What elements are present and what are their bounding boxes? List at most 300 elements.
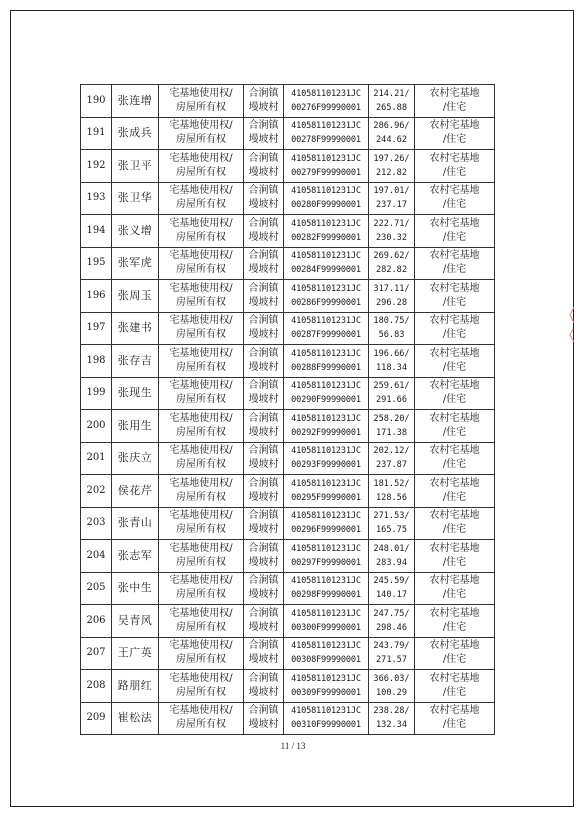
area: 214.21/ 265.88 xyxy=(373,88,410,113)
owner-name: 王广英 xyxy=(117,646,153,660)
table-row xyxy=(81,410,495,443)
unit-code-cell xyxy=(284,247,369,280)
land-use: 农村宅基地 /住宅 xyxy=(429,185,480,211)
unit-code-cell xyxy=(284,605,369,638)
location: 合涧镇 墁坡村 xyxy=(248,185,279,211)
area-cell xyxy=(369,572,415,605)
table-row xyxy=(81,442,495,475)
right-type: 宅基地使用权/ 房屋所有权 xyxy=(169,510,233,536)
area: 258.20/ 171.38 xyxy=(373,413,410,438)
location: 合涧镇 墁坡村 xyxy=(248,445,279,471)
unit-code: 410581101231JC 00292F99990001 xyxy=(291,413,361,438)
land-use: 农村宅基地 /住宅 xyxy=(429,120,480,146)
table-row xyxy=(81,215,495,248)
land-use-cell xyxy=(415,182,495,215)
owner-name-cell xyxy=(112,215,159,248)
table-row xyxy=(81,150,495,183)
row-number-cell xyxy=(81,85,112,118)
location-cell xyxy=(244,247,284,280)
row-number-cell xyxy=(81,410,112,443)
unit-code: 410581101231JC 00290F99990001 xyxy=(291,381,361,406)
row-number: 197 xyxy=(86,322,106,334)
unit-code-cell xyxy=(284,85,369,118)
table-row xyxy=(81,507,495,540)
location: 合涧镇 墁坡村 xyxy=(248,217,279,243)
row-number-cell xyxy=(81,312,112,345)
land-use: 农村宅基地 /住宅 xyxy=(429,282,480,308)
location-cell xyxy=(244,475,284,508)
land-use-cell xyxy=(415,605,495,638)
right-type-cell xyxy=(159,182,244,215)
land-use: 农村宅基地 /住宅 xyxy=(429,672,480,698)
location: 合涧镇 墁坡村 xyxy=(248,347,279,373)
right-type: 宅基地使用权/ 房屋所有权 xyxy=(169,250,233,276)
location-cell xyxy=(244,117,284,150)
land-use: 农村宅基地 /住宅 xyxy=(429,640,480,666)
area: 243.79/ 271.57 xyxy=(373,641,410,666)
area: 286.96/ 244.62 xyxy=(373,121,410,146)
right-type: 宅基地使用权/ 房屋所有权 xyxy=(169,445,233,471)
right-type-cell xyxy=(159,702,244,735)
location-cell xyxy=(244,670,284,703)
row-number: 199 xyxy=(86,387,106,399)
owner-name-cell xyxy=(112,280,159,313)
owner-name-cell xyxy=(112,637,159,670)
area-cell xyxy=(369,507,415,540)
location-cell xyxy=(244,507,284,540)
row-number: 206 xyxy=(86,614,106,626)
owner-name-cell xyxy=(112,247,159,280)
right-type-cell xyxy=(159,247,244,280)
owner-name: 张成兵 xyxy=(117,126,153,140)
area-cell xyxy=(369,150,415,183)
row-number-cell xyxy=(81,637,112,670)
area: 317.11/ 296.28 xyxy=(373,283,410,308)
row-number-cell xyxy=(81,345,112,378)
area-cell xyxy=(369,280,415,313)
owner-name: 张连增 xyxy=(117,93,153,107)
owner-name-cell xyxy=(112,182,159,215)
row-number-cell xyxy=(81,247,112,280)
table-row xyxy=(81,247,495,280)
location: 合涧镇 墁坡村 xyxy=(248,152,279,178)
location: 合涧镇 墁坡村 xyxy=(248,607,279,633)
land-use: 农村宅基地 /住宅 xyxy=(429,542,480,568)
right-type: 宅基地使用权/ 房屋所有权 xyxy=(169,347,233,373)
location-cell xyxy=(244,345,284,378)
location-cell xyxy=(244,442,284,475)
location: 合涧镇 墁坡村 xyxy=(248,510,279,536)
area-cell xyxy=(369,540,415,573)
area: 247.75/ 298.46 xyxy=(373,608,410,633)
right-type-cell xyxy=(159,442,244,475)
land-use: 农村宅基地 /住宅 xyxy=(429,445,480,471)
owner-name: 张现生 xyxy=(117,386,153,400)
right-type-cell xyxy=(159,215,244,248)
location: 合涧镇 墁坡村 xyxy=(248,250,279,276)
owner-name: 张存吉 xyxy=(117,353,153,367)
right-type: 宅基地使用权/ 房屋所有权 xyxy=(169,542,233,568)
table-row xyxy=(81,605,495,638)
location: 合涧镇 墁坡村 xyxy=(248,120,279,146)
owner-name-cell xyxy=(112,540,159,573)
area: 248.01/ 283.94 xyxy=(373,543,410,568)
land-use-cell xyxy=(415,475,495,508)
right-type: 宅基地使用权/ 房屋所有权 xyxy=(169,607,233,633)
right-type: 宅基地使用权/ 房屋所有权 xyxy=(169,380,233,406)
location: 合涧镇 墁坡村 xyxy=(248,705,279,731)
row-number-cell xyxy=(81,540,112,573)
location-cell xyxy=(244,410,284,443)
table-row xyxy=(81,475,495,508)
unit-code: 410581101231JC 00280F99990001 xyxy=(291,186,361,211)
row-number: 203 xyxy=(86,517,106,529)
page-number: 11 / 13 xyxy=(280,741,306,751)
location: 合涧镇 墁坡村 xyxy=(248,315,279,341)
row-number: 192 xyxy=(86,159,106,171)
row-number-cell xyxy=(81,670,112,703)
unit-code: 410581101231JC 00296F99990001 xyxy=(291,511,361,536)
row-number: 195 xyxy=(86,257,106,269)
location-cell xyxy=(244,312,284,345)
right-type: 宅基地使用权/ 房屋所有权 xyxy=(169,640,233,666)
row-number-cell xyxy=(81,605,112,638)
owner-name: 张建书 xyxy=(117,321,153,335)
right-type: 宅基地使用权/ 房屋所有权 xyxy=(169,477,233,503)
area: 197.01/ 237.17 xyxy=(373,186,410,211)
land-use-cell xyxy=(415,117,495,150)
unit-code: 410581101231JC 00284F99990001 xyxy=(291,251,361,276)
owner-name: 张庆立 xyxy=(117,451,153,465)
owner-name: 张志军 xyxy=(117,548,153,562)
land-use: 农村宅基地 /住宅 xyxy=(429,87,480,113)
unit-code: 410581101231JC 00298F99990001 xyxy=(291,576,361,601)
owner-name: 崔松法 xyxy=(117,711,153,725)
unit-code-cell xyxy=(284,117,369,150)
land-use-cell xyxy=(415,572,495,605)
unit-code: 410581101231JC 00286F99990001 xyxy=(291,283,361,308)
location: 合涧镇 墁坡村 xyxy=(248,380,279,406)
land-use-cell xyxy=(415,345,495,378)
row-number-cell xyxy=(81,702,112,735)
table-row xyxy=(81,377,495,410)
land-use-cell xyxy=(415,442,495,475)
unit-code-cell xyxy=(284,637,369,670)
location-cell xyxy=(244,215,284,248)
land-use: 农村宅基地 /住宅 xyxy=(429,705,480,731)
owner-name: 路朋红 xyxy=(117,678,153,692)
area: 238.28/ 132.34 xyxy=(373,706,410,731)
unit-code-cell xyxy=(284,442,369,475)
unit-code: 410581101231JC 00288F99990001 xyxy=(291,348,361,373)
owner-name-cell xyxy=(112,475,159,508)
unit-code-cell xyxy=(284,280,369,313)
location-cell xyxy=(244,150,284,183)
right-type: 宅基地使用权/ 房屋所有权 xyxy=(169,315,233,341)
location-cell xyxy=(244,280,284,313)
owner-name-cell xyxy=(112,345,159,378)
registry-table xyxy=(80,84,495,735)
unit-code-cell xyxy=(284,572,369,605)
right-type: 宅基地使用权/ 房屋所有权 xyxy=(169,705,233,731)
land-use: 农村宅基地 /住宅 xyxy=(429,412,480,438)
area-cell xyxy=(369,377,415,410)
right-type-cell xyxy=(159,280,244,313)
location-cell xyxy=(244,605,284,638)
location: 合涧镇 墁坡村 xyxy=(248,575,279,601)
owner-name-cell xyxy=(112,670,159,703)
right-type-cell xyxy=(159,312,244,345)
right-type-cell xyxy=(159,637,244,670)
right-type: 宅基地使用权/ 房屋所有权 xyxy=(169,217,233,243)
row-number-cell xyxy=(81,572,112,605)
table-row xyxy=(81,540,495,573)
land-use-cell xyxy=(415,670,495,703)
right-type-cell xyxy=(159,605,244,638)
owner-name: 侯花芹 xyxy=(117,483,153,497)
right-type: 宅基地使用权/ 房屋所有权 xyxy=(169,575,233,601)
area-cell xyxy=(369,442,415,475)
right-type-cell xyxy=(159,572,244,605)
row-number-cell xyxy=(81,280,112,313)
unit-code-cell xyxy=(284,312,369,345)
land-use-cell xyxy=(415,377,495,410)
unit-code: 410581101231JC 00278F99990001 xyxy=(291,121,361,146)
land-use: 农村宅基地 /住宅 xyxy=(429,347,480,373)
area-cell xyxy=(369,475,415,508)
owner-name-cell xyxy=(112,572,159,605)
unit-code-cell xyxy=(284,410,369,443)
land-use: 农村宅基地 /住宅 xyxy=(429,575,480,601)
owner-name-cell xyxy=(112,442,159,475)
unit-code-cell xyxy=(284,670,369,703)
area: 222.71/ 230.32 xyxy=(373,218,410,243)
owner-name-cell xyxy=(112,150,159,183)
location: 合涧镇 墁坡村 xyxy=(248,87,279,113)
land-use-cell xyxy=(415,410,495,443)
land-use-cell xyxy=(415,507,495,540)
row-number: 198 xyxy=(86,354,106,366)
area: 196.66/ 118.34 xyxy=(373,348,410,373)
land-use-cell xyxy=(415,247,495,280)
right-type-cell xyxy=(159,670,244,703)
location-cell xyxy=(244,702,284,735)
land-use: 农村宅基地 /住宅 xyxy=(429,510,480,536)
unit-code: 410581101231JC 00300F99990001 xyxy=(291,608,361,633)
area: 271.53/ 165.75 xyxy=(373,511,410,536)
owner-name-cell xyxy=(112,605,159,638)
owner-name-cell xyxy=(112,312,159,345)
owner-name: 张卫华 xyxy=(117,191,153,205)
row-number: 201 xyxy=(86,452,106,464)
location-cell xyxy=(244,572,284,605)
row-number: 194 xyxy=(86,224,106,236)
unit-code: 410581101231JC 00276F99990001 xyxy=(291,88,361,113)
area-cell xyxy=(369,117,415,150)
row-number: 202 xyxy=(86,484,106,496)
unit-code: 410581101231JC 00279F99990001 xyxy=(291,153,361,178)
registry-table-body xyxy=(81,85,495,735)
row-number: 190 xyxy=(86,94,106,106)
row-number: 196 xyxy=(86,289,106,301)
right-type: 宅基地使用权/ 房屋所有权 xyxy=(169,87,233,113)
area: 245.59/ 140.17 xyxy=(373,576,410,601)
row-number: 200 xyxy=(86,419,106,431)
right-type: 宅基地使用权/ 房屋所有权 xyxy=(169,152,233,178)
owner-name: 张用生 xyxy=(117,418,153,432)
area-cell xyxy=(369,410,415,443)
area: 259.61/ 291.66 xyxy=(373,381,410,406)
unit-code: 410581101231JC 00295F99990001 xyxy=(291,478,361,503)
row-number-cell xyxy=(81,150,112,183)
land-use-cell xyxy=(415,150,495,183)
land-use: 农村宅基地 /住宅 xyxy=(429,607,480,633)
row-number-cell xyxy=(81,182,112,215)
table-row xyxy=(81,280,495,313)
area-cell xyxy=(369,182,415,215)
land-use: 农村宅基地 /住宅 xyxy=(429,152,480,178)
area: 197.26/ 212.82 xyxy=(373,153,410,178)
table-row xyxy=(81,345,495,378)
land-use-cell xyxy=(415,280,495,313)
owner-name-cell xyxy=(112,410,159,443)
area: 269.62/ 282.82 xyxy=(373,251,410,276)
land-use: 农村宅基地 /住宅 xyxy=(429,380,480,406)
area: 366.03/ 100.29 xyxy=(373,673,410,698)
owner-name-cell xyxy=(112,702,159,735)
area: 181.52/ 128.56 xyxy=(373,478,410,503)
table-row xyxy=(81,312,495,345)
right-type-cell xyxy=(159,377,244,410)
owner-name: 张卫平 xyxy=(117,158,153,172)
scan-mark-icon xyxy=(568,305,576,345)
row-number-cell xyxy=(81,442,112,475)
location-cell xyxy=(244,377,284,410)
right-type-cell xyxy=(159,345,244,378)
owner-name-cell xyxy=(112,85,159,118)
land-use: 农村宅基地 /住宅 xyxy=(429,477,480,503)
right-type: 宅基地使用权/ 房屋所有权 xyxy=(169,282,233,308)
land-use-cell xyxy=(415,540,495,573)
table-row xyxy=(81,637,495,670)
row-number: 205 xyxy=(86,582,106,594)
location-cell xyxy=(244,85,284,118)
location: 合涧镇 墁坡村 xyxy=(248,542,279,568)
unit-code: 410581101231JC 00310F99990001 xyxy=(291,706,361,731)
unit-code: 410581101231JC 00297F99990001 xyxy=(291,543,361,568)
unit-code-cell xyxy=(284,475,369,508)
unit-code-cell xyxy=(284,540,369,573)
unit-code: 410581101231JC 00293F99990001 xyxy=(291,446,361,471)
location: 合涧镇 墁坡村 xyxy=(248,477,279,503)
unit-code-cell xyxy=(284,182,369,215)
row-number: 208 xyxy=(86,679,106,691)
table-row xyxy=(81,670,495,703)
right-type-cell xyxy=(159,475,244,508)
table-row xyxy=(81,572,495,605)
owner-name: 张军虎 xyxy=(117,256,153,270)
right-type: 宅基地使用权/ 房屋所有权 xyxy=(169,412,233,438)
owner-name: 张周玉 xyxy=(117,288,153,302)
right-type-cell xyxy=(159,85,244,118)
right-type-cell xyxy=(159,117,244,150)
unit-code-cell xyxy=(284,150,369,183)
owner-name-cell xyxy=(112,507,159,540)
land-use: 农村宅基地 /住宅 xyxy=(429,217,480,243)
unit-code-cell xyxy=(284,377,369,410)
area-cell xyxy=(369,670,415,703)
area: 202.12/ 237.87 xyxy=(373,446,410,471)
owner-name-cell xyxy=(112,377,159,410)
row-number: 191 xyxy=(86,127,106,139)
land-use-cell xyxy=(415,702,495,735)
row-number: 193 xyxy=(86,192,106,204)
location-cell xyxy=(244,637,284,670)
row-number-cell xyxy=(81,507,112,540)
unit-code-cell xyxy=(284,345,369,378)
right-type-cell xyxy=(159,150,244,183)
right-type: 宅基地使用权/ 房屋所有权 xyxy=(169,672,233,698)
unit-code: 410581101231JC 00287F99990001 xyxy=(291,316,361,341)
table-row xyxy=(81,182,495,215)
area: 180.75/ 56.83 xyxy=(373,316,410,341)
right-type-cell xyxy=(159,410,244,443)
row-number-cell xyxy=(81,215,112,248)
location: 合涧镇 墁坡村 xyxy=(248,282,279,308)
area-cell xyxy=(369,85,415,118)
owner-name: 张青山 xyxy=(117,516,153,530)
location: 合涧镇 墁坡村 xyxy=(248,640,279,666)
area-cell xyxy=(369,637,415,670)
right-type-cell xyxy=(159,507,244,540)
row-number-cell xyxy=(81,117,112,150)
land-use-cell xyxy=(415,312,495,345)
owner-name: 张中生 xyxy=(117,581,153,595)
table-row xyxy=(81,702,495,735)
location-cell xyxy=(244,182,284,215)
area-cell xyxy=(369,605,415,638)
unit-code: 410581101231JC 00308F99990001 xyxy=(291,641,361,666)
area-cell xyxy=(369,215,415,248)
owner-name: 张义增 xyxy=(117,223,153,237)
right-type: 宅基地使用权/ 房屋所有权 xyxy=(169,185,233,211)
owner-name-cell xyxy=(112,117,159,150)
area-cell xyxy=(369,312,415,345)
right-type-cell xyxy=(159,540,244,573)
unit-code-cell xyxy=(284,215,369,248)
land-use: 农村宅基地 /住宅 xyxy=(429,315,480,341)
table-row xyxy=(81,85,495,118)
land-use-cell xyxy=(415,215,495,248)
land-use: 农村宅基地 /住宅 xyxy=(429,250,480,276)
location: 合涧镇 墁坡村 xyxy=(248,672,279,698)
land-use-cell xyxy=(415,637,495,670)
right-type: 宅基地使用权/ 房屋所有权 xyxy=(169,120,233,146)
unit-code-cell xyxy=(284,702,369,735)
land-use-cell xyxy=(415,85,495,118)
row-number-cell xyxy=(81,377,112,410)
area-cell xyxy=(369,702,415,735)
unit-code: 410581101231JC 00282F99990001 xyxy=(291,218,361,243)
area-cell xyxy=(369,247,415,280)
location-cell xyxy=(244,540,284,573)
unit-code-cell xyxy=(284,507,369,540)
row-number: 209 xyxy=(86,712,106,724)
row-number: 207 xyxy=(86,647,106,659)
owner-name: 吴青风 xyxy=(117,613,153,627)
table-row xyxy=(81,117,495,150)
location: 合涧镇 墁坡村 xyxy=(248,412,279,438)
